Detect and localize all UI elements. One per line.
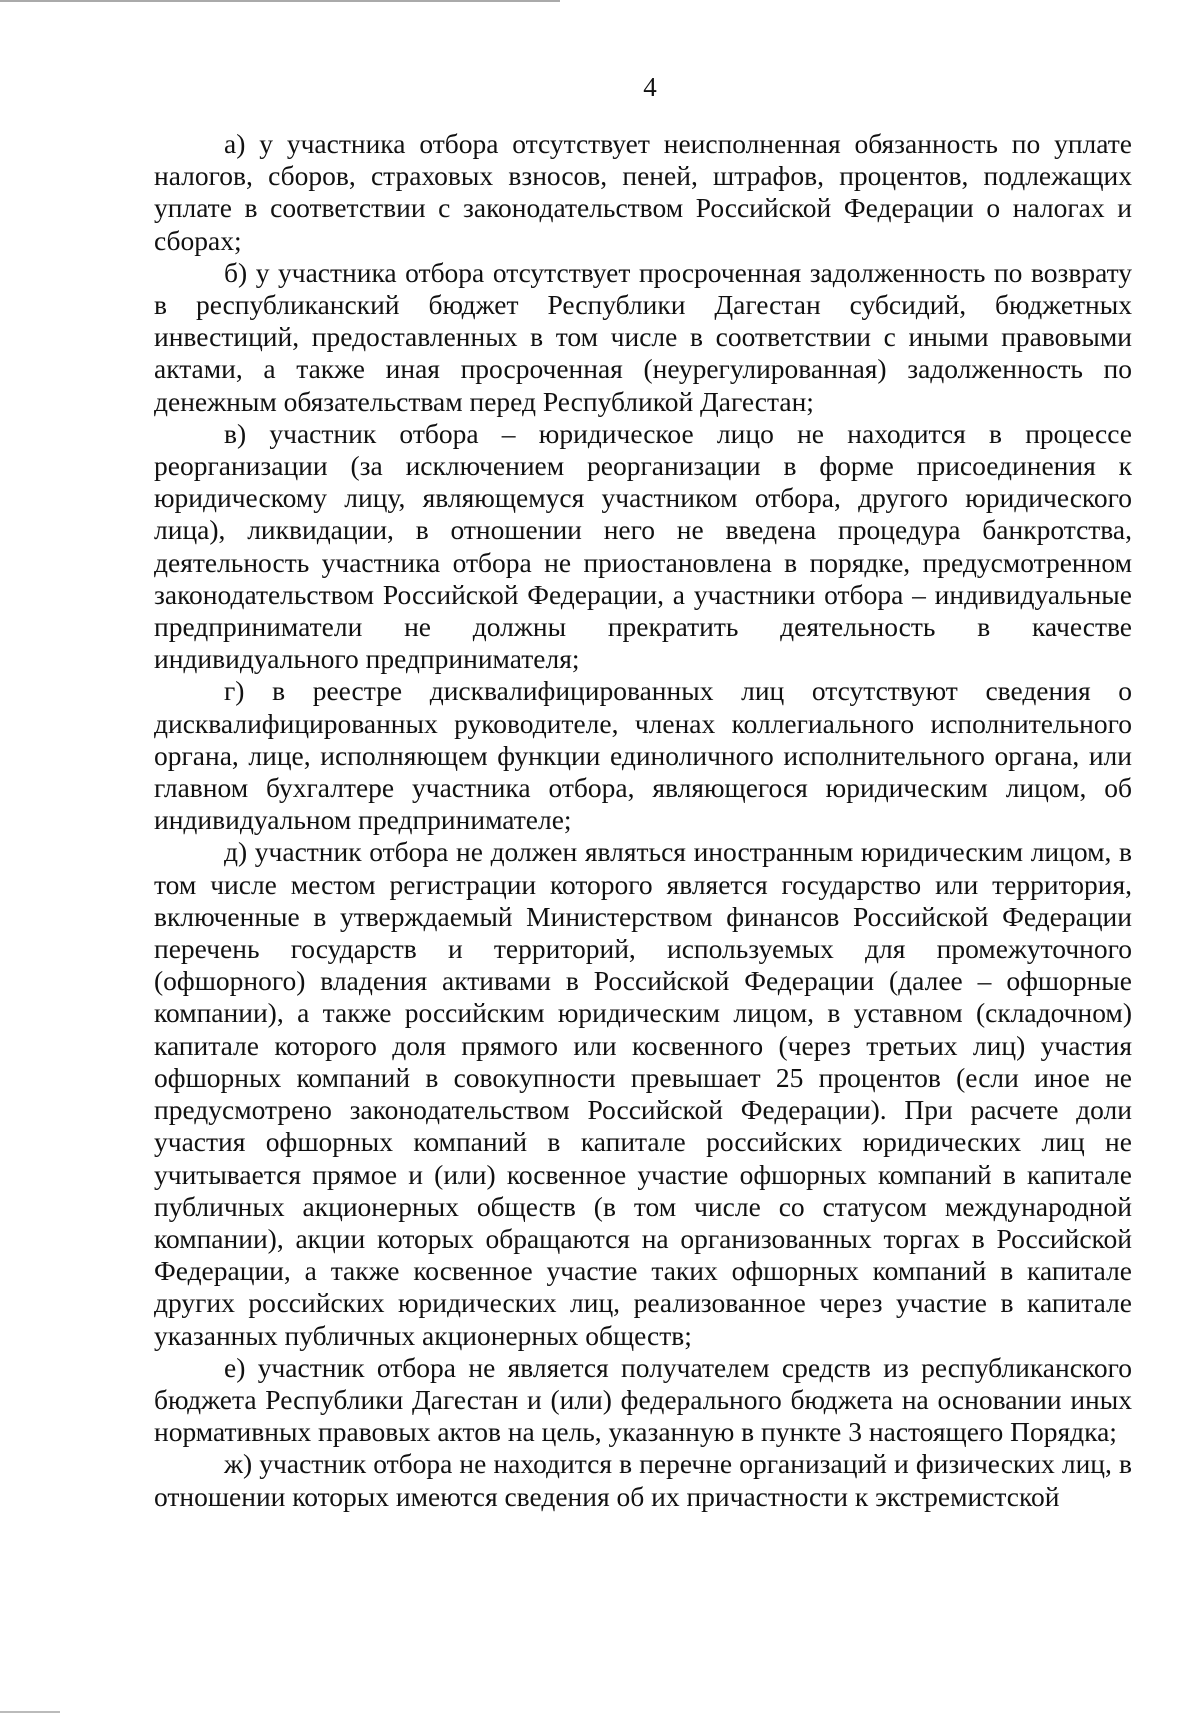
paragraph-a: а) у участника отбора отсутствует неисполненная обязанность по уплате налогов, сборов, страховых взносов, пеней, штрафов, процентов, подлежащих уплате в соответствии с законодательством Российской Федерации о налогах и сборах; <box>154 128 1132 256</box>
paragraph-b: б) у участника отбора отсутствует просроченная задолженность по возврату в республиканский бюджет Республики Дагестан субсидий, бюджетных инвестиций, предоставленных в том числе в соответствии с иными правовыми актами, а также иная просроченная (неурегулированная) задолженность по денежным обязательствам перед Республикой Дагестан; <box>154 256 1132 417</box>
paragraph-zh: ж) участник отбора не находится в перечне организаций и физических лиц, в отношении которых имеются сведения об их причастности к экстремистской <box>154 1448 1132 1512</box>
paragraph-v: в) участник отбора – юридическое лицо не находится в процессе реорганизации (за исключением реорганизации в форме присоединения к юридическому лицу, являющемуся участником отбора, другого юридического лица), ликвидации, в отношении него не введена процедура банкротства, деятельность участника отбора не приостановлена в порядке, предусмотренном законодательством Российской Федерации, а участники отбора – индивидуальные предприниматели не должны прекратить деятельность в качестве индивидуального предпринимателя; <box>154 417 1132 675</box>
paragraph-d: д) участник отбора не должен являться иностранным юридическим лицом, в том числе местом регистрации которого является государство или территория, включенные в утверждаемый Министерством финансов Российской Федерации перечень государств и территорий, используемых для промежуточного (офшорного) владения активами в Российской Федерации (далее – офшорные компании), а также российским юридическим лицом, в уставном (складочном) капитале которого доля прямого или косвенного (через третьих лиц) участия офшорных компаний в совокупности превышает 25 процентов (если иное не предусмотрено законодательством Российской Федерации). При расчете доли участия офшорных компаний в капитале российских юридических лиц не учитывается прямое и (или) косвенное участие офшорных компаний в капитале публичных акционерных обществ (в том числе со статусом международной компании), акции которых обращаются на организованных торгах в Российской Федерации, а также косвенное участие таких офшорных компаний в капитале других российских юридических лиц, реализованное через участие в капитале указанных публичных акционерных обществ; <box>154 836 1132 1351</box>
paragraph-g: г) в реестре дисквалифицированных лиц отсутствуют сведения о дисквалифицированных руководителе, членах коллегиального исполнительного органа, лице, исполняющем функции единоличного исполнительного органа, или главном бухгалтере участника отбора, являющегося юридическим лицом, об индивидуальном предпринимателе; <box>154 675 1132 836</box>
document-body <box>154 128 1132 1513</box>
scan-top-edge <box>0 0 560 2</box>
paragraph-e: е) участник отбора не является получателем средств из республиканского бюджета Республики Дагестан и (или) федерального бюджета на основании иных нормативных правовых актов на цель, указанную в пункте 3 настоящего Порядка; <box>154 1351 1132 1448</box>
page-number: 4 <box>643 72 657 102</box>
